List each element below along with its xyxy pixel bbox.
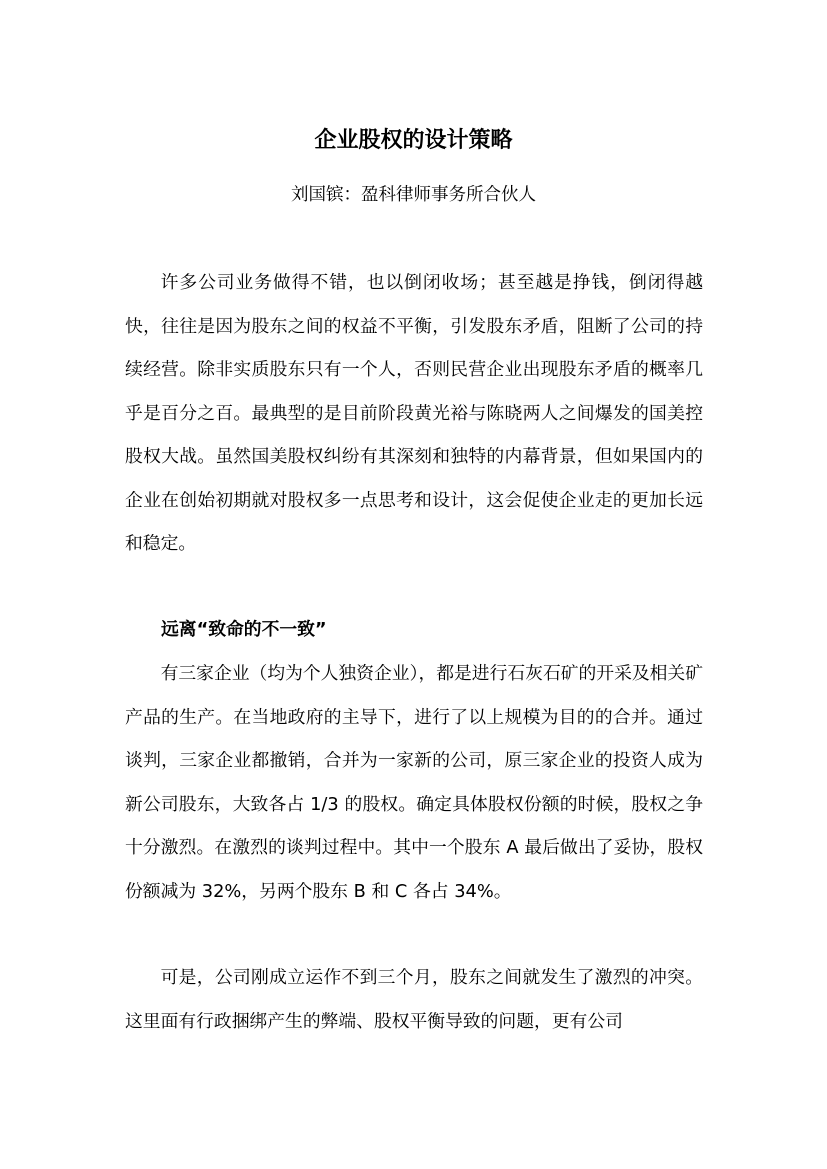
author-line: 刘国镔：盈科律师事务所合伙人 [291,185,536,205]
section-heading: 远离“致命的不一致” [161,619,327,640]
paragraph-intro: 许多公司业务做得不错，也以倒闭收场；甚至越是挣钱，倒闭得越快，往往是因为股东之间的权益不平衡，引发股东矛盾，阻断了公司的持续经营。除非实质股东只有一个人，否则民营企业出现股东矛盾的概率几乎是百分之百。最典型的是目前阶段黄光裕与陈晓两人之间爆发的国美控股权大战。虽然国美股权纠纷有其深刻和独特的内幕背景，但如果国内的企业在创始初期就对股权多一点思考和设计，这会促使企业走的更加长远和稳定。 [125,272,703,554]
paragraph-conflict: 可是，公司刚成立运作不到三个月，股东之间就发生了激烈的冲突。这里面有行政捆绑产生的弊端、股权平衡导致的问题，更有公司 [125,967,703,1032]
document-title: 企业股权的设计策略 [314,128,513,153]
paragraph-case: 有三家企业（均为个人独资企业），都是进行石灰石矿的开采及相关矿产品的生产。在当地政府的主导下，进行了以上规模为目的的合并。通过谈判，三家企业都撤销，合并为一家新的公司，原三家企业的投资人成为新公司股东，大致各占 1/3 的股权。确定具体股权份额的时候，股权之争十分激烈。在激烈的谈判过程中。其中一个股东 A 最后做出了妥协，股权份额减为 32%，另两个股东 B 和 C 各占 34%。 [125,663,703,902]
